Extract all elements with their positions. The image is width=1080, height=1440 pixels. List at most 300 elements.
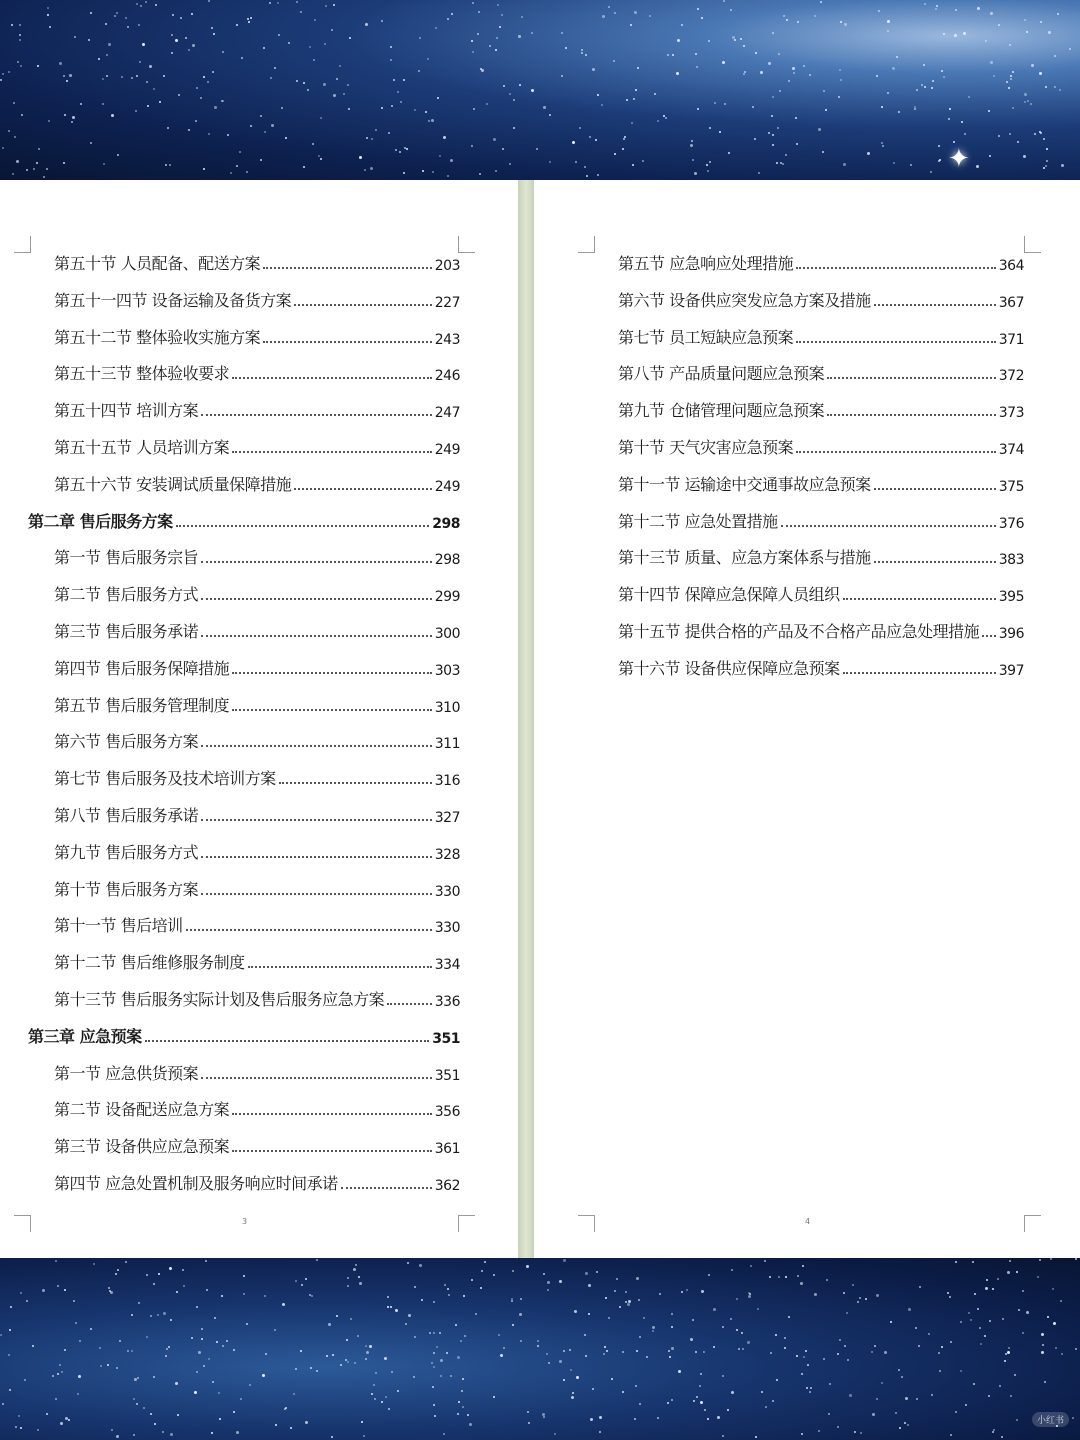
- toc-entry-page: 246: [434, 368, 460, 385]
- star-dot: [414, 1286, 416, 1288]
- star-dot: [93, 1263, 95, 1265]
- star-dot: [425, 111, 427, 113]
- toc-entry-page: 328: [434, 846, 460, 863]
- star-dot: [754, 138, 756, 140]
- star-dot: [154, 1423, 156, 1425]
- star-dot: [196, 1371, 198, 1373]
- star-dot: [250, 125, 252, 127]
- toc-entry-page: 310: [434, 699, 460, 716]
- toc-section-entry: [54, 988, 460, 1010]
- toc-leader-dots: [843, 598, 996, 600]
- star-dot: [536, 148, 538, 150]
- star-dot: [901, 1376, 903, 1378]
- star-dot: [201, 1328, 203, 1330]
- star-dot: [170, 1319, 172, 1321]
- star-dot: [1046, 148, 1048, 150]
- star-dot: [11, 24, 13, 26]
- star-dot: [277, 2, 279, 4]
- star-dot: [977, 7, 980, 10]
- star-dot: [498, 1334, 500, 1336]
- star-dot: [274, 67, 276, 69]
- star-dot: [413, 1376, 415, 1378]
- toc-entry-page: 299: [434, 589, 460, 606]
- star-dot: [414, 109, 416, 111]
- toc-section-entry: [618, 399, 1024, 421]
- toc-entry-title: 第九节 售后服务方式: [54, 842, 199, 862]
- star-dot: [8, 130, 10, 132]
- star-dot: [347, 1285, 349, 1287]
- toc-right: [534, 180, 1080, 1258]
- star-dot: [707, 170, 709, 172]
- star-dot: [422, 170, 424, 172]
- star-dot: [440, 1359, 443, 1362]
- star-dot: [121, 76, 123, 78]
- star-dot: [636, 1277, 639, 1280]
- toc-entry-page: 367: [998, 294, 1024, 311]
- star-dot: [797, 21, 799, 23]
- star-dot: [309, 46, 311, 48]
- star-dot: [915, 1327, 917, 1329]
- toc-section-entry: [618, 289, 1024, 311]
- star-dot: [846, 1312, 848, 1314]
- star-dot: [495, 170, 497, 172]
- star-dot: [163, 1312, 166, 1315]
- star-dot: [246, 171, 248, 173]
- star-dot: [734, 39, 736, 41]
- star-dot: [559, 1360, 562, 1363]
- star-dot: [371, 1393, 373, 1395]
- star-dot: [1010, 75, 1012, 77]
- star-dot: [227, 134, 229, 136]
- toc-entry-title: 第二节 售后服务方式: [54, 585, 199, 605]
- star-dot: [1009, 133, 1011, 135]
- toc-entry-page: 373: [998, 405, 1024, 422]
- star-dot: [1061, 1353, 1063, 1355]
- star-dot: [772, 32, 774, 34]
- star-dot: [114, 15, 116, 17]
- toc-section-entry: [54, 252, 460, 274]
- star-dot: [205, 1260, 207, 1262]
- star-dot: [717, 1416, 720, 1419]
- star-dot: [433, 1332, 435, 1334]
- star-dot: [26, 169, 28, 171]
- starry-sky-top: [0, 0, 1080, 180]
- star-dot: [700, 1401, 703, 1404]
- star-dot: [571, 1396, 574, 1399]
- star-dot: [758, 172, 760, 174]
- star-dot: [876, 1294, 879, 1297]
- star-dot: [761, 1391, 763, 1393]
- toc-entry-title: 第五节 应急响应处理措施: [618, 254, 794, 273]
- star-dot: [447, 1288, 449, 1290]
- toc-section-entry: [54, 399, 460, 421]
- star-dot: [713, 1308, 716, 1311]
- star-dot: [574, 1310, 577, 1313]
- star-dot: [713, 1346, 715, 1348]
- star-dot: [336, 1315, 338, 1317]
- star-dot: [432, 171, 434, 173]
- star-dot: [233, 1411, 235, 1413]
- star-dot: [627, 1303, 630, 1306]
- star-dot: [626, 99, 628, 101]
- star-dot: [8, 71, 10, 73]
- star-dot: [584, 1334, 586, 1336]
- toc-section-entry: [54, 289, 460, 311]
- star-dot: [563, 1379, 565, 1381]
- star-dot: [295, 1280, 297, 1282]
- star-dot: [68, 1419, 70, 1421]
- star-dot: [599, 1416, 602, 1419]
- star-dot: [288, 42, 290, 44]
- star-dot: [37, 1429, 39, 1431]
- star-dot: [32, 1345, 34, 1347]
- page-gutter: [518, 180, 534, 1258]
- star-dot: [248, 21, 250, 23]
- star-dot: [989, 1320, 991, 1322]
- star-dot: [79, 1340, 81, 1342]
- star-dot: [919, 1286, 921, 1288]
- star-dot: [509, 93, 511, 95]
- star-dot: [15, 1426, 17, 1428]
- star-dot: [467, 1414, 469, 1416]
- star-dot: [443, 136, 446, 139]
- toc-entry-title: 第二节 设备配送应急方案: [54, 1100, 230, 1120]
- star-dot: [195, 120, 197, 122]
- toc-entry-title: 第五十节 人员配备、配送方案: [54, 254, 261, 273]
- star-dot: [757, 1308, 759, 1310]
- star-dot: [531, 89, 534, 92]
- star-dot: [755, 52, 757, 54]
- star-dot: [1075, 1348, 1077, 1350]
- star-dot: [285, 137, 287, 139]
- star-dot: [585, 1272, 588, 1275]
- toc-entry-page: 375: [998, 478, 1024, 495]
- star-dot: [407, 1262, 409, 1264]
- star-dot: [138, 24, 140, 26]
- star-dot: [47, 14, 49, 16]
- star-dot: [393, 79, 395, 81]
- star-dot: [323, 83, 326, 86]
- star-dot: [64, 114, 66, 116]
- toc-chapter-entry: [28, 510, 460, 532]
- star-dot: [366, 137, 368, 139]
- toc-entry-page: 362: [434, 1178, 460, 1194]
- star-dot: [588, 1313, 590, 1315]
- star-dot: [943, 76, 945, 78]
- star-dot: [881, 106, 883, 108]
- star-dot: [708, 1274, 710, 1276]
- star-dot: [706, 164, 708, 166]
- star-dot: [462, 1406, 464, 1408]
- toc-entry-title: 第四节 售后服务保障措施: [54, 658, 230, 678]
- star-dot: [348, 108, 350, 110]
- star-dot: [14, 136, 16, 138]
- star-dot: [325, 5, 327, 7]
- star-dot: [778, 53, 780, 55]
- star-dot: [221, 1295, 223, 1297]
- star-dot: [439, 155, 441, 157]
- star-dot: [667, 54, 669, 56]
- star-dot: [977, 1308, 979, 1310]
- toc-entry-page: 203: [434, 258, 460, 274]
- toc-leader-dots: [232, 377, 432, 379]
- star-dot: [2, 1403, 4, 1405]
- star-dot: [388, 1408, 390, 1410]
- toc-leader-dots: [982, 635, 996, 637]
- star-dot: [1030, 103, 1032, 105]
- star-dot: [480, 1287, 482, 1289]
- star-dot: [503, 85, 505, 87]
- star-dot: [373, 1384, 375, 1386]
- star-dot: [111, 114, 114, 117]
- star-dot: [634, 1418, 636, 1420]
- star-dot: [989, 155, 991, 157]
- star-dot: [939, 1370, 941, 1372]
- star-dot: [649, 15, 651, 17]
- star-dot: [20, 1427, 22, 1429]
- star-dot: [1012, 71, 1014, 73]
- star-dot: [363, 1435, 365, 1437]
- star-dot: [638, 1299, 640, 1301]
- star-dot: [960, 1321, 962, 1323]
- star-dot: [636, 1350, 638, 1352]
- toc-section-entry: [618, 326, 1024, 348]
- star-dot: [1034, 133, 1036, 135]
- star-dot: [887, 30, 889, 32]
- star-dot: [783, 15, 785, 17]
- star-dot: [814, 15, 816, 17]
- star-dot: [421, 1299, 423, 1301]
- toc-leader-dots: [186, 929, 432, 931]
- star-dot: [512, 1270, 514, 1272]
- star-dot: [239, 151, 241, 153]
- star-dot: [785, 1276, 787, 1278]
- star-dot: [1054, 55, 1056, 57]
- star-dot: [630, 24, 632, 26]
- star-dot: [431, 1362, 433, 1364]
- star-dot: [1023, 155, 1026, 158]
- star-dot: [614, 153, 616, 155]
- star-dot: [116, 1367, 118, 1369]
- star-dot: [332, 1354, 334, 1356]
- toc-entry-page: 327: [434, 810, 460, 826]
- star-dot: [984, 1335, 986, 1337]
- star-dot: [131, 1350, 133, 1352]
- star-dot: [108, 43, 111, 46]
- star-dot: [742, 1348, 744, 1350]
- star-dot: [1009, 1260, 1011, 1262]
- star-dot: [64, 1289, 66, 1291]
- star-dot: [484, 1261, 486, 1263]
- star-dot: [634, 11, 637, 14]
- star-dot: [520, 1298, 522, 1300]
- star-dot: [950, 1434, 952, 1436]
- star-dot: [90, 12, 92, 14]
- star-dot: [1043, 167, 1045, 169]
- star-dot: [463, 1295, 465, 1297]
- star-dot: [446, 1352, 448, 1354]
- star-dot: [694, 172, 697, 175]
- toc-leader-dots: [232, 672, 432, 674]
- star-dot: [271, 124, 274, 127]
- star-dot: [1045, 165, 1047, 167]
- star-dot: [158, 1273, 160, 1275]
- star-dot: [586, 175, 588, 177]
- star-dot: [131, 77, 133, 79]
- star-dot: [146, 1274, 148, 1276]
- star-dot: [387, 1296, 389, 1298]
- star-dot: [786, 19, 788, 21]
- star-dot: [750, 1265, 752, 1267]
- star-dot: [147, 105, 149, 107]
- star-dot: [935, 8, 937, 10]
- toc-entry-page: 351: [434, 1067, 460, 1084]
- star-dot: [563, 1259, 566, 1262]
- star-dot: [137, 1377, 139, 1379]
- toc-section-entry: [54, 1062, 460, 1084]
- star-dot: [823, 90, 825, 92]
- star-dot: [968, 1312, 970, 1314]
- star-dot: [785, 154, 787, 156]
- star-dot: [518, 35, 521, 38]
- star-dot: [597, 174, 599, 176]
- star-dot: [316, 1259, 318, 1261]
- toc-entry-page: 316: [434, 773, 460, 790]
- star-dot: [63, 162, 65, 164]
- star-dot: [188, 49, 190, 51]
- star-dot: [433, 1404, 435, 1406]
- star-dot: [513, 127, 515, 129]
- star-dot: [203, 1365, 205, 1367]
- star-dot: [692, 159, 694, 161]
- star-dot: [211, 27, 213, 29]
- star-dot: [107, 1364, 109, 1366]
- star-dot: [168, 1346, 170, 1348]
- star-dot: [347, 84, 349, 86]
- star-dot: [822, 151, 824, 153]
- star-dot: [768, 62, 771, 65]
- star-dot: [795, 117, 797, 119]
- star-dot: [543, 1416, 545, 1418]
- star-dot: [803, 1356, 805, 1358]
- star-dot: [1027, 100, 1029, 102]
- star-dot: [690, 144, 693, 147]
- star-dot: [451, 13, 453, 15]
- star-dot: [214, 1317, 216, 1319]
- star-dot: [443, 1433, 445, 1435]
- star-dot: [455, 1324, 457, 1326]
- star-dot: [572, 1392, 574, 1394]
- star-dot: [624, 136, 626, 138]
- star-dot: [561, 32, 563, 34]
- star-dot: [313, 59, 315, 61]
- star-dot: [921, 84, 923, 86]
- toc-leader-dots: [201, 598, 432, 600]
- toc-entry-page: 249: [434, 478, 460, 495]
- star-dot: [36, 162, 38, 164]
- star-dot: [208, 1358, 210, 1360]
- star-dot: [328, 1323, 331, 1326]
- star-dot: [884, 1351, 887, 1354]
- star-dot: [887, 20, 890, 23]
- star-dot: [676, 72, 679, 75]
- star-dot: [305, 1278, 307, 1280]
- star-dot: [119, 1340, 121, 1342]
- star-dot: [828, 1413, 830, 1415]
- star-dot: [585, 54, 587, 56]
- star-dot: [486, 103, 488, 105]
- star-dot: [336, 78, 338, 80]
- toc-chapter-entry: [28, 1025, 460, 1047]
- star-dot: [840, 79, 842, 81]
- star-dot: [213, 33, 215, 35]
- star-dot: [55, 1260, 57, 1262]
- star-dot: [38, 148, 40, 150]
- star-dot: [326, 1355, 328, 1357]
- star-dot: [907, 1424, 909, 1426]
- star-dot: [701, 17, 703, 19]
- toc-entry-title: 第六节 设备供应突发应急方案及措施: [618, 290, 871, 310]
- toc-section-entry: [54, 583, 460, 605]
- star-dot: [108, 1287, 110, 1289]
- toc-entry-page: 376: [998, 515, 1024, 532]
- star-dot: [923, 64, 925, 66]
- star-dot: [340, 1364, 342, 1366]
- star-dot: [150, 1413, 152, 1415]
- star-dot: [166, 1348, 168, 1350]
- star-dot: [269, 2, 271, 4]
- star-dot: [643, 1317, 645, 1319]
- star-dot: [999, 1385, 1001, 1387]
- star-dot: [948, 118, 950, 120]
- star-dot: [433, 1352, 435, 1354]
- toc-leader-dots: [248, 966, 432, 968]
- star-dot: [381, 107, 383, 109]
- star-dot: [240, 1398, 242, 1400]
- star-dot: [175, 39, 178, 42]
- toc-leader-dots: [201, 635, 432, 637]
- star-dot: [33, 168, 35, 170]
- star-dot: [1006, 81, 1008, 83]
- star-dot: [916, 1398, 918, 1400]
- star-dot: [881, 142, 883, 144]
- star-dot: [809, 1391, 811, 1393]
- star-dot: [565, 47, 567, 49]
- star-dot: [871, 1351, 873, 1353]
- star-dot: [772, 134, 774, 136]
- star-dot: [924, 3, 926, 5]
- toc-entry-page: 383: [998, 552, 1024, 569]
- star-dot: [303, 166, 305, 168]
- toc-entry-title: 第三节 售后服务承诺: [54, 622, 199, 641]
- star-dot: [138, 1302, 140, 1304]
- star-dot: [457, 1356, 460, 1359]
- star-dot: [672, 54, 674, 56]
- page-number: 3: [242, 1217, 248, 1226]
- star-dot: [1041, 1333, 1044, 1336]
- star-dot: [316, 1370, 318, 1372]
- star-dot: [59, 1364, 61, 1366]
- toc-leader-dots: [201, 561, 432, 563]
- star-dot: [788, 80, 790, 82]
- toc-entry-title: 第五十三节 整体验收要求: [54, 364, 230, 384]
- star-dot: [46, 168, 48, 170]
- toc-entry-page: 303: [434, 662, 460, 679]
- star-dot: [333, 4, 335, 6]
- star-dot: [646, 1356, 648, 1358]
- star-dot: [262, 1374, 265, 1377]
- star-dot: [918, 1345, 920, 1347]
